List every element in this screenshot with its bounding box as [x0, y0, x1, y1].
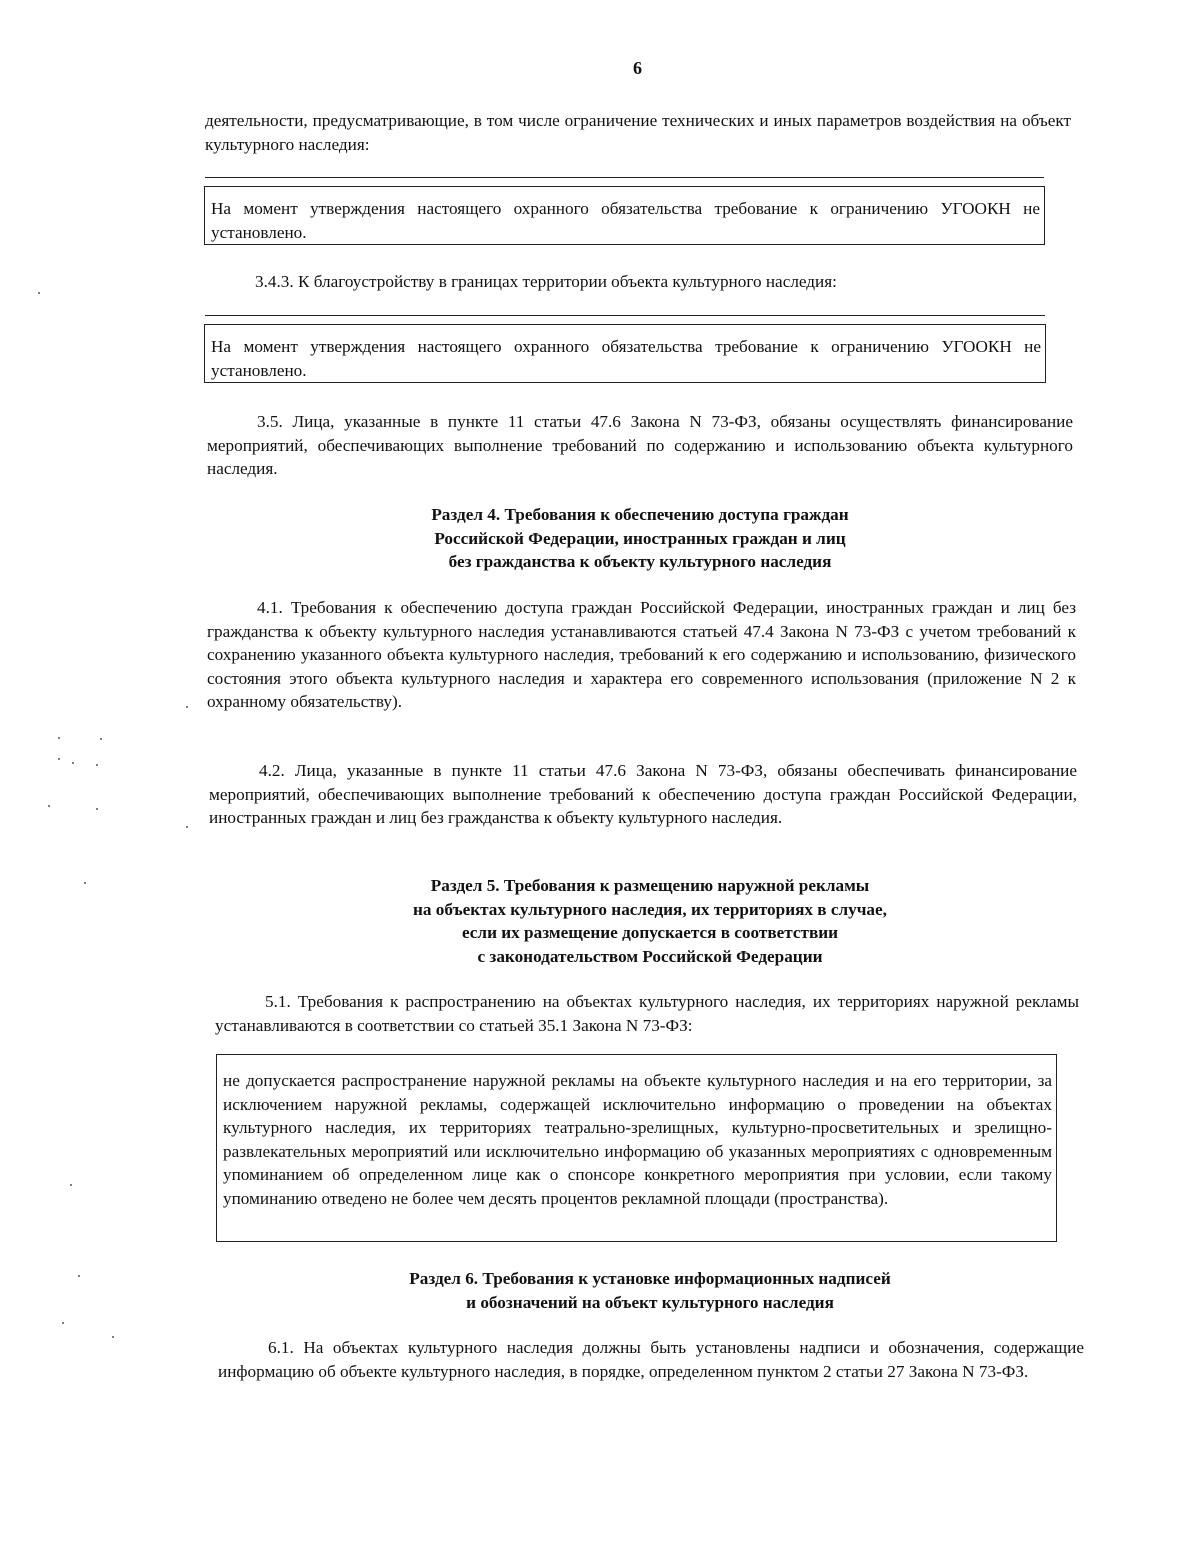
section-6-heading-line-1: Раздел 6. Требования к установке информационных надписей: [409, 1269, 891, 1288]
scan-speck: [112, 1336, 114, 1338]
scan-speck: [62, 1322, 64, 1324]
section-5-heading-line-3: если их размещение допускается в соответствии: [461, 923, 839, 942]
scan-speck: [38, 292, 40, 294]
requirement-box-2-text: На момент утверждения настоящего охранного обязательства требование к ограничению УГООКН не установлено.: [211, 337, 1041, 380]
scan-speck: [100, 738, 102, 740]
scan-speck: [48, 805, 50, 807]
section-4-heading-line-1: Раздел 4. Требования к обеспечению доступа граждан: [431, 505, 849, 524]
requirement-box-2: [204, 324, 1046, 383]
scan-speck: [72, 762, 74, 764]
section-4-heading-line-3: без гражданства к объекту культурного наследия: [448, 552, 832, 571]
item-3-4-3: 3.4.3. К благоустройству в границах территории объекта культурного наследия:: [255, 272, 837, 291]
scan-speck: [78, 1275, 80, 1277]
advertising-requirement-text: не допускается распространение наружной рекламы на объекте культурного наследия и на его территории, за исключением наружной рекламы, содержащей исключительно информацию о проведении на объектах культурного наследия, их территориях театрально-зрелищных, культурно-просветительных и зрелищно-развлекательных мероприятий или исключительно информацию об указанных мероприятиях с одновременным упоминанием об определенном лице как о спонсоре конкретного мероприятия при условии, если такому упоминанию отведено не более чем десять процентов рекламной площади (пространства).: [223, 1071, 1052, 1208]
page-number: 6: [633, 58, 642, 78]
section-6-heading-line-2: и обозначений на объект культурного наследия: [466, 1292, 834, 1312]
item-3-5: 3.5. Лица, указанные в пункте 11 статьи 47.6 Закона N 73-ФЗ, обязаны осуществлять финансирование мероприятий, обеспечивающих выполнение требований по содержанию и использованию объекта культурного наследия.: [207, 412, 1073, 478]
section-5-heading-line-4: с законодательством Российской Федерации: [477, 946, 823, 966]
section-5-heading-line-2: на объектах культурного наследия, их территориях в случае,: [413, 899, 887, 919]
section-6-heading: [330, 1267, 970, 1314]
box-top-rule: [205, 177, 1044, 178]
item-6-1: 6.1. На объектах культурного наследия должны быть установлены надписи и обозначения, содержащие информацию об объекте культурного наследия, в порядке, определенном пунктом 2 статьи 27 Закона N 73-ФЗ.: [218, 1338, 1084, 1381]
item-5-1: 5.1. Требования к распространению на объектах культурного наследия, их территориях наружной рекламы устанавливаются в соответствии со статьей 35.1 Закона N 73-ФЗ:: [215, 992, 1079, 1035]
intro-paragraph: деятельности, предусматривающие, в том числе ограничение технических и иных параметров воздействия на объект культурного наследия:: [205, 111, 1071, 154]
item-4-1: 4.1. Требования к обеспечению доступа граждан Российской Федерации, иностранных граждан и лиц без гражданства к объекту культурного наследия устанавливаются статьей 47.4 Закона N 73-ФЗ с учетом требований к сохранению указанного объекта культурного наследия, требований к его содержанию и использованию, физического состояния этого объекта культурного наследия и характера его современного использования (приложение N 2 к охранному обязательству).: [207, 598, 1076, 711]
requirement-box-1-text: На момент утверждения настоящего охранного обязательства требование к ограничению УГООКН не установлено.: [211, 199, 1040, 242]
scan-speck: [70, 1184, 72, 1186]
scan-speck: [96, 764, 98, 766]
scan-speck: [96, 808, 98, 810]
advertising-requirement-box: [216, 1054, 1057, 1242]
scan-speck: [84, 882, 86, 884]
scan-speck: [58, 758, 60, 760]
requirement-box-1: [204, 186, 1045, 245]
scan-speck: [186, 706, 188, 708]
scan-speck: [186, 826, 188, 828]
section-5-heading-line-1: Раздел 5. Требования к размещению наружной рекламы: [430, 876, 870, 895]
box-top-rule: [205, 315, 1045, 316]
section-5-heading: [330, 874, 970, 968]
section-4-heading-line-2: Российской Федерации, иностранных граждан и лиц: [434, 528, 846, 548]
item-4-2: 4.2. Лица, указанные в пункте 11 статьи 47.6 Закона N 73-ФЗ, обязаны обеспечивать финансирование мероприятий, обеспечивающих выполнение требований к обеспечению доступа граждан Российской Федерации, иностранных граждан и лиц без гражданства к объекту культурного наследия.: [209, 761, 1077, 827]
scan-speck: [58, 737, 60, 739]
section-4-heading: [320, 503, 960, 574]
